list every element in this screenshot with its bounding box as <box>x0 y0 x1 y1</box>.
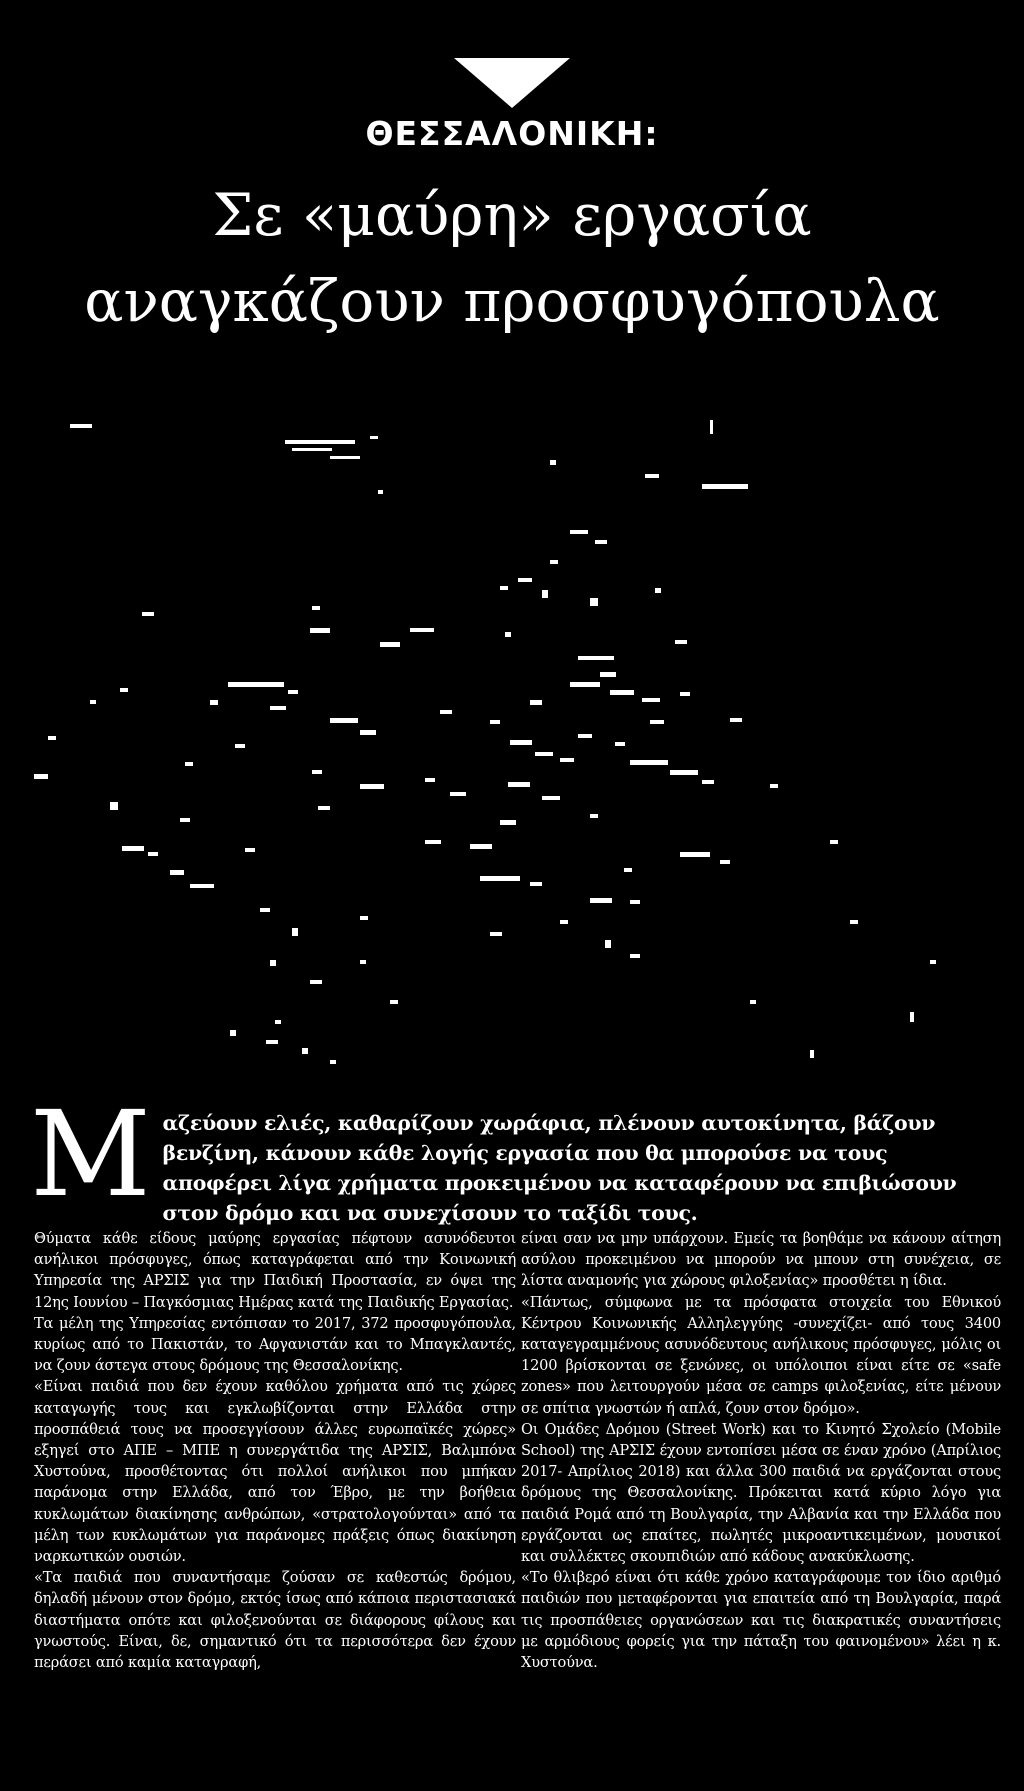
body-paragraph: «Πάντως, σύμφωνα με τα πρόσφατα στοιχεία του Εθνικού Κέντρου Κοινωνικής Αλληλεγγύης -συνεχίζει- από τους 3400 καταγεγραμμένους ασυνόδευτους ανήλικους πρόσφυγες, μόλις οι 1200 βρίσκονται σε ξενώνες, οι υπόλοιποι είναι είτε σε «safe zones» που λειτουργούν μέσα σε camps φιλοξενίας, είτε μένουν σε σπίτια γνωστών ή απλά, ζουν στον δρόμο». <box>521 1293 1001 1417</box>
lead-text: αζεύουν ελιές, καθαρίζουν χωράφια, πλένουν αυτοκίνητα, βάζουν βενζίνη, κάνουν κάθε λογής εργασία που θα μπορούσε να τους αποφέρει λίγα χρήματα προκειμένου να καταφέρουν να επιβιώσουν στον δρόμο και να συνεχίσουν το ταξίδι τους. <box>162 1111 957 1225</box>
body-paragraph: είναι σαν να μην υπάρχουν. Εμείς τα βοηθάμε να κάνουν αίτηση ασύλου προκειμένου να μπορούν να μπουν στη συνέχεια, σε λίστα αναμονής για χώρους φιλοξενίας» προσθέτει η ίδια. <box>521 1230 1001 1290</box>
headline-line-2: αναγκάζουν προσφυγόπουλα <box>84 267 940 335</box>
body-paragraph: Θύματα κάθε είδους μαύρης εργασίας πέφτουν ασυνόδευτοι ανήλικοι πρόσφυγες, όπως καταγράφεται από την Κοινωνική Υπηρεσία της ΑΡΣΙΣ για την Παιδική Προστασία, εν όψει της 12ης Ιουνίου – Παγκόσμιας Ημέρας κατά της Παιδικής Εργασίας. <box>34 1230 516 1311</box>
body-paragraph: «Είναι παιδιά που δεν έχουν καθόλου χρήματα από τις χώρες καταγωγής τους και εγκλωβίζονται στην Ελλάδα στην προσπάθειά τους να προσεγγίσουν άλλες ευρωπαϊκές χώρες» εξηγεί στο ΑΠΕ – ΜΠΕ η συνεργάτιδα της ΑΡΣΙΣ, Βαλμπόνα Χυστούνα, προσθέτοντας ότι πολλοί ανήλικοι που μπήκαν παράνομα στην Ελλάδα, από τον Έβρο, με την βοήθεια κυκλωμάτων διακίνησης ανθρώπων, «στρατολογούνται» από τα μέλη των κυκλωμάτων για παράνομες πράξεις όπως διακίνηση ναρκωτικών ουσιών. <box>34 1378 516 1566</box>
body-paragraph: Τα μέλη της Υπηρεσίας εντόπισαν το 2017, 372 προσφυγόπουλα, κυρίως από το Πακιστάν, το Αφγανιστάν και το Μπαγκλαντές, να ζουν άστεγα στους δρόμους της Θεσσαλονίκης. <box>34 1314 516 1375</box>
lead-dropcap: Μ <box>30 1085 151 1223</box>
photo-specks <box>34 420 936 1064</box>
article-headline <box>20 172 1004 344</box>
section-kicker: ΘΕΣΣΑΛΟΝΙΚΗ: <box>365 114 659 153</box>
body-column-right <box>521 1228 1001 1673</box>
headline-line-1: Σε «μαύρη» εργασία <box>212 181 812 249</box>
body-column-left <box>34 1228 516 1673</box>
body-paragraph: «Το θλιβερό είναι ότι κάθε χρόνο καταγράφουμε τον ίδιο αριθμό παιδιών που μεταφέρονται για επαιτεία από τη Βουλγαρία, παρά τις προσπάθειες οργανώσεων και τις διακρατικές συναντήσεις με αρμόδιους φορείς για την πάταξη του φαινομένου» λέει η κ. Χυστούνα. <box>521 1569 1001 1672</box>
body-paragraph: Οι Ομάδες Δρόμου (Street Work) και το Κινητό Σχολείο (Mobile School) της ΑΡΣΙΣ έχουν εντοπίσει μέσα σε έναν χρόνο (Απρίλιος 2017- Απρίλιος 2018) και άλλα 300 παιδιά να εργάζονται στους δρόμους της Θεσσαλονίκης. Πρόκειται κατά κύριο λόγο για παιδιά Ρομά από τη Βουλγαρία, την Αλβανία και την Ελλάδα που εργάζονται ως επαίτες, πωλητές μικροαντικειμένων, μουσικοί και συλλέκτες σκουπιδιών από κάδους ανακύκλωσης. <box>521 1420 1001 1566</box>
body-paragraph: «Τα παιδιά που συναντήσαμε ζούσαν σε καθεστώς δρόμου, δηλαδή μένουν στον δρόμο, εκτός ίσως από κάποια περιστασιακά διαστήματα οπότε και φιλοξενούνται σε διάφορους φίλους και γνωστούς. Είναι, δε, σημαντικό ότι τα περισσότερα δεν έχουν περάσει από καμία καταγραφή, <box>34 1569 516 1672</box>
triangle-marker-icon <box>454 58 570 108</box>
photo-area <box>30 400 994 1100</box>
article-lead <box>30 1085 998 1228</box>
